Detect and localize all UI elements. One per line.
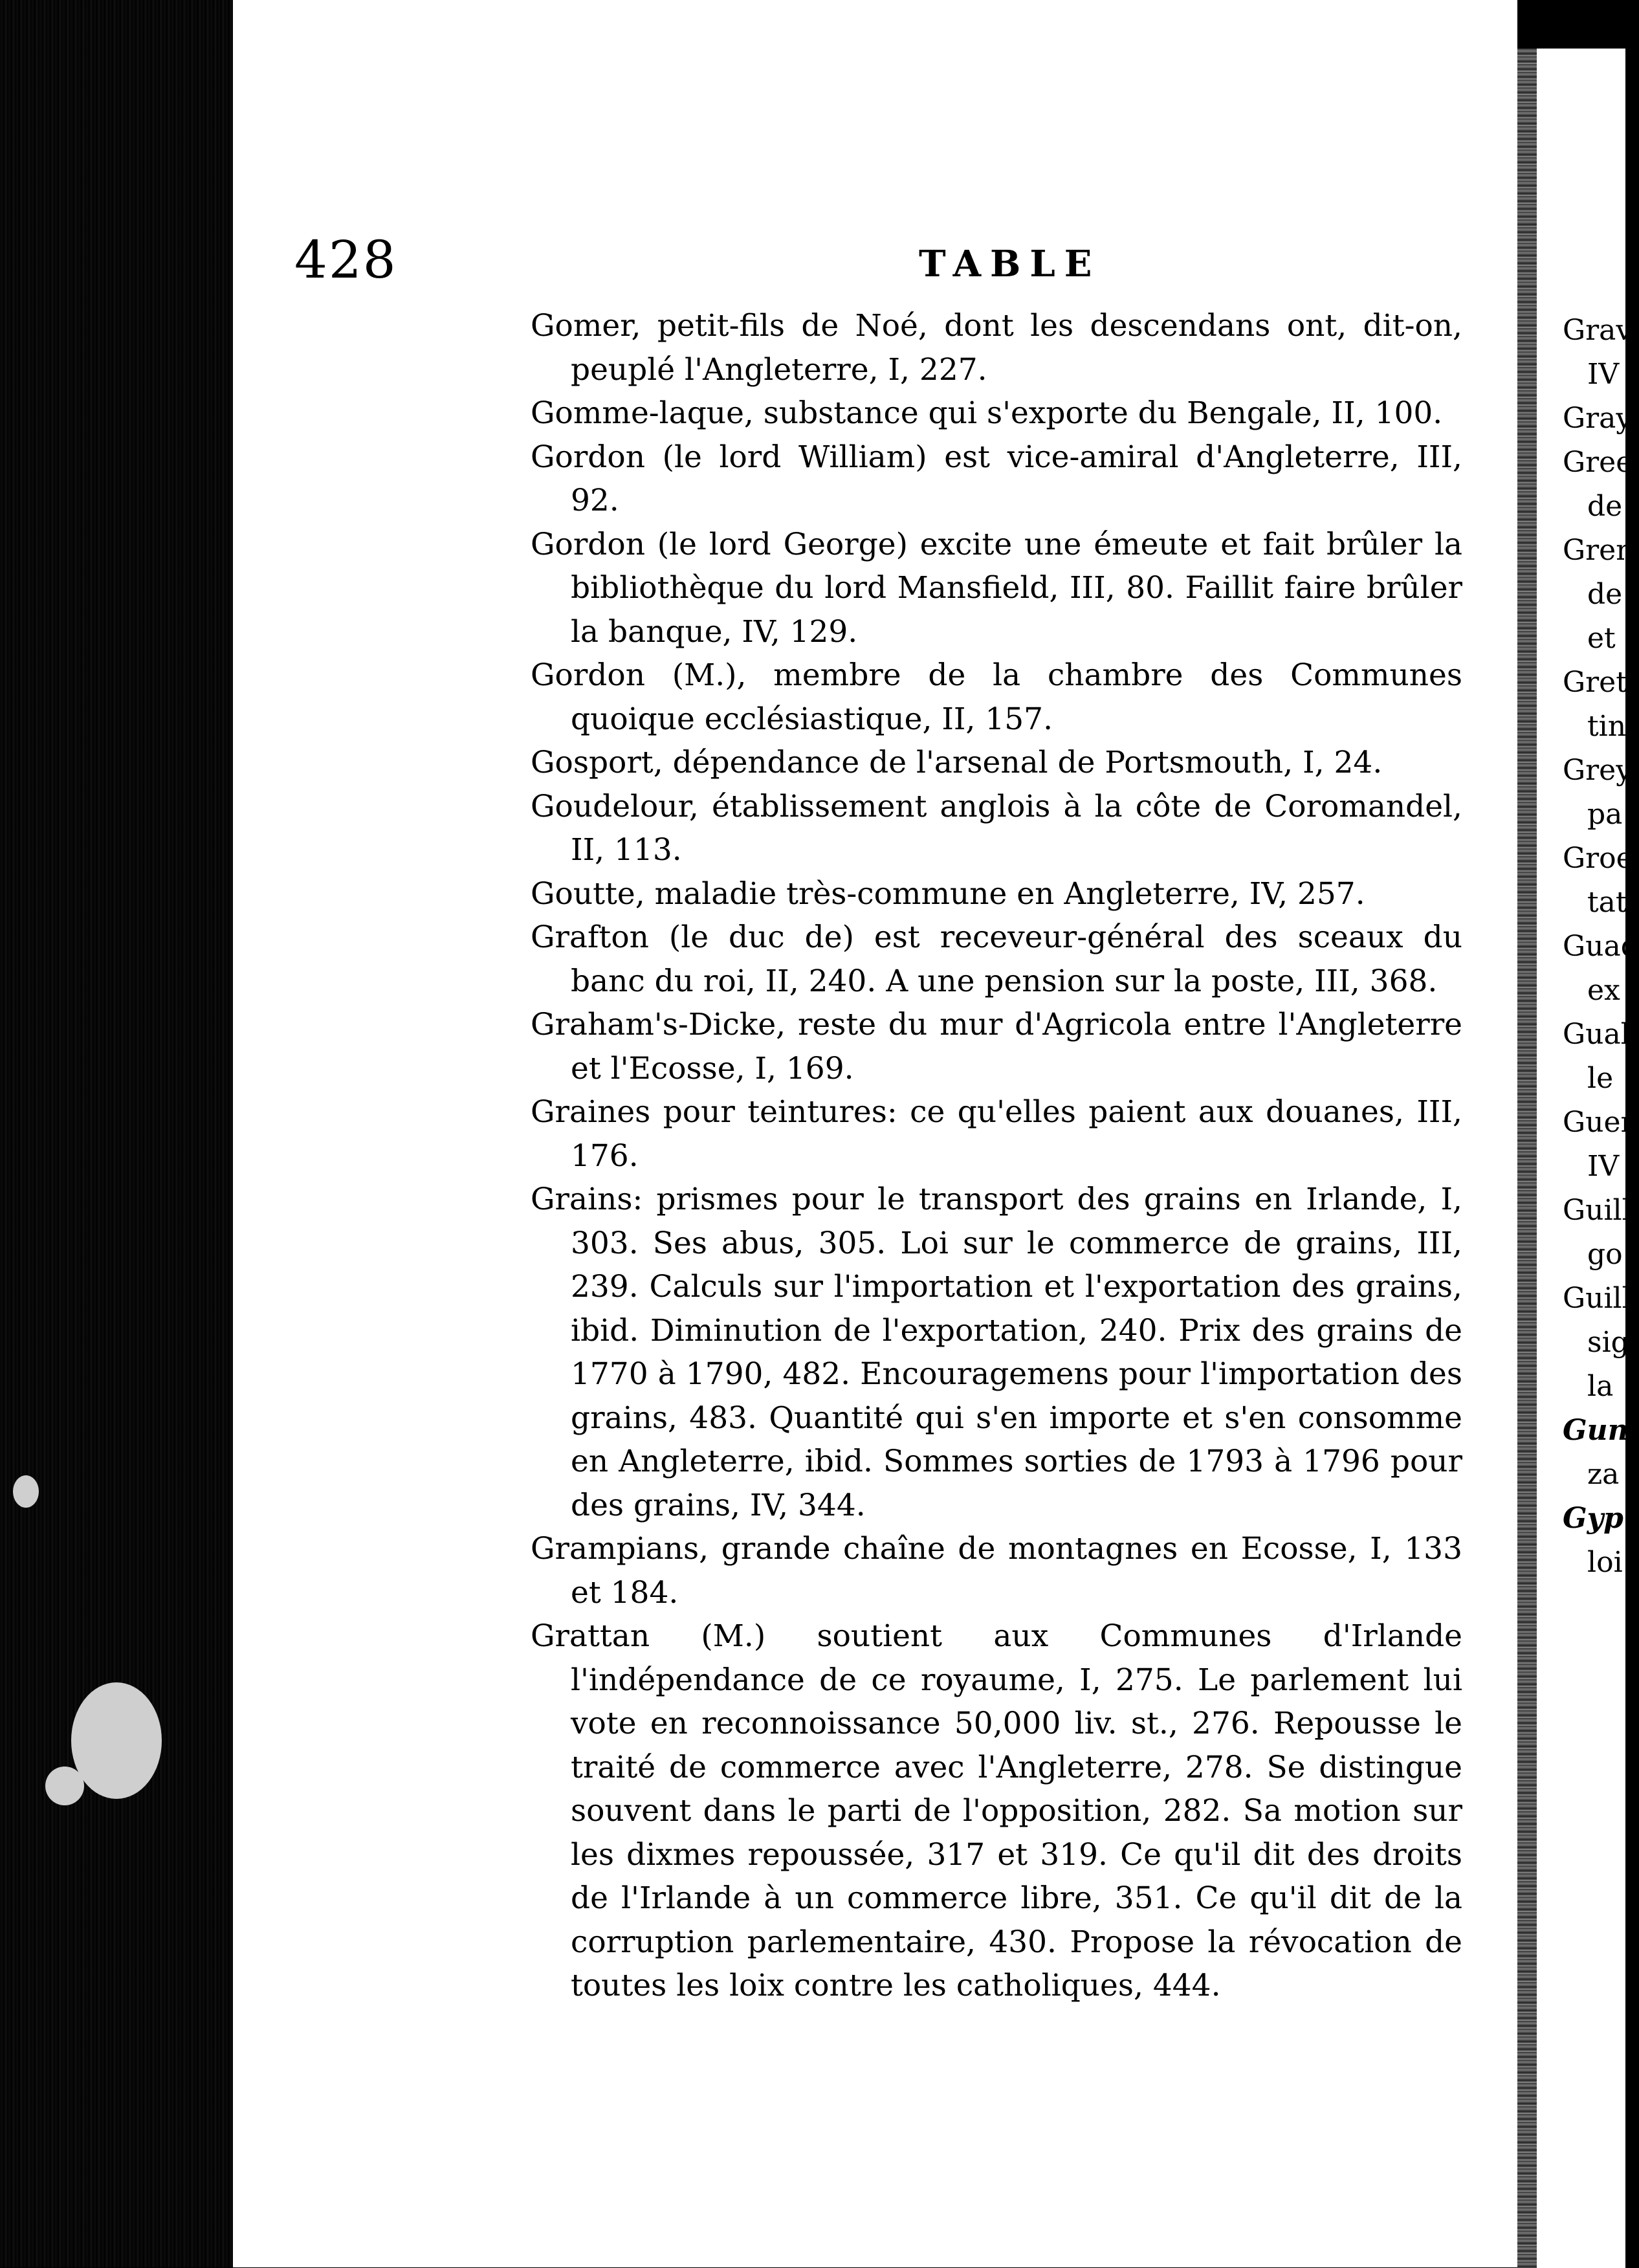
facing-page (1517, 0, 1639, 2267)
facing-page-fragment: Guer (1563, 1106, 1634, 1139)
facing-page-fragment: Gun (1563, 1414, 1629, 1447)
index-entry: Gosport, dépendance de l'arsenal de Portsmouth, I, 24. (531, 745, 1383, 780)
page-number: 428 (294, 230, 397, 290)
facing-page-fragment: IV (1587, 358, 1620, 391)
facing-page-fragment: Gree (1563, 446, 1633, 479)
index-entry: Graham's-Dicke, reste du mur d'Agricola entre l'Angleterre et l'Ecosse, I, 169. (531, 1007, 1462, 1086)
facing-page-fragment: Gren (1563, 534, 1634, 567)
facing-page-fragment: de (1587, 578, 1623, 611)
facing-page-fragment: Grav (1563, 314, 1633, 347)
index-entry: Gordon (le lord William) est vice-amiral d'Angleterre, III, 92. (531, 439, 1462, 518)
facing-page-fragment: loi (1587, 1546, 1623, 1579)
index-entry: Gordon (M.), membre de la chambre des Communes quoique ecclésiastique, II, 157. (531, 657, 1462, 737)
index-entry: Grains: prismes pour le transport des grains en Irlande, I, 303. Ses abus, 305. Loi sur le commerce de grains, III, 239. Calculs sur l'importation et l'exportation des grains, ibid. Diminution de l'exportation, 240. Prix des grains de 1770 à 1790, 482. Encouragemens pour l'importation des grains, 483. Quantité qui s'en importe et s'en consomme en Angleterre, ibid. Sommes sorties de 1793 à 1796 pour des grains, IV, 344. (531, 1182, 1462, 1523)
facing-page-fragment: Grey (1563, 754, 1633, 787)
facing-page-fragment: de (1587, 490, 1623, 523)
facing-page-fragment: Guad (1563, 930, 1639, 963)
facing-page-fragment: IV (1587, 1150, 1620, 1183)
index-entry: Grattan (M.) soutient aux Communes d'Irlande l'indépendance de ce royaume, I, 275. Le parlement lui vote en reconnoissance 50,000 liv. st., 276. Repousse le traité de commerce avec l'Angleterre, 278. Se distingue souvent dans le parti de l'opposition, 282. Sa motion sur les dixmes repoussée, 317 et 319. Ce qu'il dit des droits de l'Irlande à un commerce libre, 351. Ce qu'il dit de la corruption parlementaire, 430. Propose la révocation de toutes les loix contre les catholiques, 444. (531, 1618, 1462, 2003)
facing-page-fragment: Gual (1563, 1018, 1630, 1051)
index-entry: Goudelour, établissement anglois à la côte de Coromandel, II, 113. (531, 788, 1462, 868)
index-entry: Gomer, petit-fils de Noé, dont les descendans ont, dit-on, peuplé l'Angleterre, I, 227. (531, 308, 1462, 388)
facing-page-fragment: Guill (1563, 1282, 1631, 1315)
index-entry: Gomme-laque, substance qui s'exporte du Bengale, II, 100. (531, 395, 1443, 431)
facing-page-fragment: le (1587, 1062, 1614, 1095)
facing-page-fragment: Greti (1563, 666, 1636, 699)
facing-page-edge (1517, 49, 1537, 2268)
page-header (294, 230, 1459, 307)
facing-page-fragment: ex (1587, 974, 1620, 1007)
index-entry: Goutte, maladie très-commune en Angleterre, IV, 257. (531, 875, 1365, 912)
facing-page-fragment: tat (1587, 886, 1627, 919)
facing-page-fragment: za (1587, 1458, 1620, 1491)
facing-page-fragment: Guill (1563, 1194, 1631, 1227)
facing-page-sheet (1537, 49, 1639, 2268)
index-entry: Gordon (le lord George) excite une émeute et fait brûler la bibliothèque du lord Mansfield, III, 80. Faillit faire brûler la banque, IV, 129. (531, 526, 1462, 650)
facing-page-fragment: et (1587, 622, 1616, 655)
index-entry: Grampians, grande chaîne de montagnes en Ecosse, I, 133 et 184. (531, 1531, 1462, 1611)
facing-page-fragment: Groe (1563, 842, 1633, 875)
facing-page-fragment: Gyp (1563, 1502, 1623, 1535)
facing-page-fragment: go (1587, 1238, 1623, 1271)
facing-page-fragment: sig (1587, 1326, 1629, 1359)
facing-page-fragment: la (1587, 1370, 1614, 1403)
book-gutter (0, 0, 233, 2267)
index-entry: Grafton (le duc de) est receveur-général des sceaux du banc du roi, II, 240. A une pension sur la poste, III, 368. (531, 919, 1462, 999)
paper-speck (45, 1767, 84, 1805)
facing-page-fragment: pa (1587, 798, 1623, 831)
facing-page-fragment: Gray (1563, 402, 1633, 435)
facing-page-fragment: tin (1587, 710, 1627, 743)
paper-speck (71, 1682, 162, 1799)
running-head: TABLE (919, 243, 1101, 285)
index-entries (531, 304, 1462, 2008)
paper-speck (13, 1475, 39, 1508)
index-entry: Graines pour teintures: ce qu'elles paient aux douanes, III, 176. (531, 1094, 1462, 1174)
